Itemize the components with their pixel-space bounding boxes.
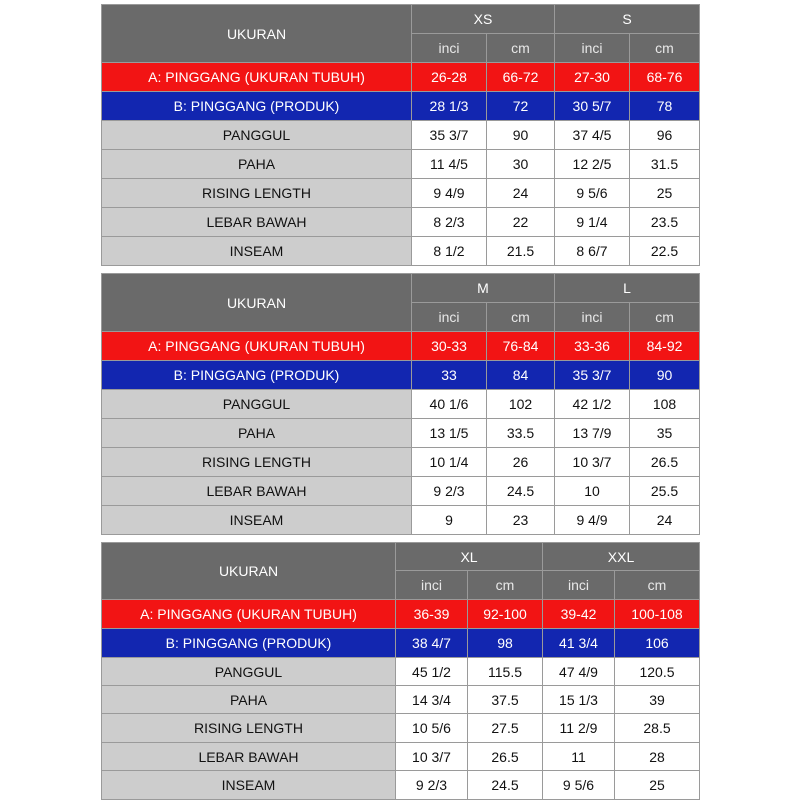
cell-value: 30 5/7 [555, 92, 630, 121]
row-label: INSEAM [102, 506, 412, 535]
cell-value: 35 [630, 419, 700, 448]
cell-value: 66-72 [487, 63, 555, 92]
table-row [102, 390, 700, 419]
row-label: PANGGUL [102, 658, 396, 686]
unit-inci: inci [555, 34, 630, 63]
cell-value: 25.5 [630, 477, 700, 506]
cell-value: 9 5/6 [555, 179, 630, 208]
table-row [102, 179, 700, 208]
row-label: RISING LENGTH [102, 714, 396, 743]
size-header-l: L [555, 274, 700, 303]
cell-value: 35 3/7 [555, 361, 630, 390]
cell-value: 28 [615, 743, 700, 771]
table-row [102, 63, 700, 92]
cell-value: 72 [487, 92, 555, 121]
table-row [102, 477, 700, 506]
unit-inci: inci [412, 34, 487, 63]
cell-value: 68-76 [630, 63, 700, 92]
cell-value: 84-92 [630, 332, 700, 361]
ukuran-header: UKURAN [102, 5, 412, 63]
ukuran-header: UKURAN [102, 274, 412, 332]
row-label: A: PINGGANG (UKURAN TUBUH) [102, 63, 412, 92]
row-label: B: PINGGANG (PRODUK) [102, 629, 396, 658]
cell-value: 23.5 [630, 208, 700, 237]
table-row [102, 332, 700, 361]
cell-value: 47 4/9 [543, 658, 615, 686]
cell-value: 84 [487, 361, 555, 390]
cell-value: 24 [487, 179, 555, 208]
cell-value: 9 5/6 [543, 771, 615, 800]
ukuran-header: UKURAN [102, 543, 396, 600]
cell-value: 33.5 [487, 419, 555, 448]
table-row [102, 448, 700, 477]
unit-cm: cm [468, 571, 543, 600]
cell-value: 26 [487, 448, 555, 477]
cell-value: 30 [487, 150, 555, 179]
table-row [102, 658, 700, 686]
size-header-xl: XL [396, 543, 543, 571]
cell-value: 41 3/4 [543, 629, 615, 658]
cell-value: 35 3/7 [412, 121, 487, 150]
cell-value: 9 2/3 [396, 771, 468, 800]
cell-value: 92-100 [468, 600, 543, 629]
cell-value: 11 2/9 [543, 714, 615, 743]
cell-value: 78 [630, 92, 700, 121]
cell-value: 98 [468, 629, 543, 658]
cell-value: 13 1/5 [412, 419, 487, 448]
table-row [102, 686, 700, 714]
cell-value: 10 3/7 [555, 448, 630, 477]
cell-value: 39-42 [543, 600, 615, 629]
row-label: B: PINGGANG (PRODUK) [102, 361, 412, 390]
cell-value: 9 [412, 506, 487, 535]
unit-inci: inci [396, 571, 468, 600]
table-row [102, 121, 700, 150]
cell-value: 31.5 [630, 150, 700, 179]
cell-value: 76-84 [487, 332, 555, 361]
cell-value: 38 4/7 [396, 629, 468, 658]
cell-value: 9 4/9 [555, 506, 630, 535]
row-label: A: PINGGANG (UKURAN TUBUH) [102, 332, 412, 361]
cell-value: 27.5 [468, 714, 543, 743]
cell-value: 28 1/3 [412, 92, 487, 121]
cell-value: 28.5 [615, 714, 700, 743]
cell-value: 120.5 [615, 658, 700, 686]
cell-value: 9 4/9 [412, 179, 487, 208]
size-header-s: S [555, 5, 700, 34]
table-row [102, 208, 700, 237]
row-label: LEBAR BAWAH [102, 208, 412, 237]
table-row [102, 150, 700, 179]
cell-value: 9 2/3 [412, 477, 487, 506]
cell-value: 8 2/3 [412, 208, 487, 237]
table-row [102, 361, 700, 390]
row-label: RISING LENGTH [102, 179, 412, 208]
row-label: PANGGUL [102, 121, 412, 150]
table-row [102, 237, 700, 266]
unit-cm: cm [487, 34, 555, 63]
row-label: RISING LENGTH [102, 448, 412, 477]
row-label: B: PINGGANG (PRODUK) [102, 92, 412, 121]
row-label: LEBAR BAWAH [102, 743, 396, 771]
cell-value: 37.5 [468, 686, 543, 714]
cell-value: 26.5 [630, 448, 700, 477]
cell-value: 33-36 [555, 332, 630, 361]
table-row [102, 629, 700, 658]
unit-cm: cm [487, 303, 555, 332]
cell-value: 25 [615, 771, 700, 800]
cell-value: 23 [487, 506, 555, 535]
unit-inci: inci [543, 571, 615, 600]
cell-value: 26.5 [468, 743, 543, 771]
cell-value: 90 [487, 121, 555, 150]
cell-value: 11 [543, 743, 615, 771]
cell-value: 22.5 [630, 237, 700, 266]
table-row [102, 714, 700, 743]
row-label: A: PINGGANG (UKURAN TUBUH) [102, 600, 396, 629]
size-header-m: M [412, 274, 555, 303]
cell-value: 106 [615, 629, 700, 658]
size-header-xxl: XXL [543, 543, 700, 571]
cell-value: 90 [630, 361, 700, 390]
unit-cm: cm [630, 34, 700, 63]
size-table-xs-s [101, 4, 700, 266]
cell-value: 24.5 [468, 771, 543, 800]
size-table-xl-xxl [101, 542, 700, 800]
cell-value: 8 1/2 [412, 237, 487, 266]
unit-cm: cm [615, 571, 700, 600]
cell-value: 39 [615, 686, 700, 714]
table-row [102, 92, 700, 121]
cell-value: 10 3/7 [396, 743, 468, 771]
row-label: PAHA [102, 419, 412, 448]
cell-value: 96 [630, 121, 700, 150]
cell-value: 10 5/6 [396, 714, 468, 743]
row-label: PAHA [102, 150, 412, 179]
unit-inci: inci [555, 303, 630, 332]
cell-value: 8 6/7 [555, 237, 630, 266]
table-row [102, 506, 700, 535]
cell-value: 21.5 [487, 237, 555, 266]
row-label: INSEAM [102, 771, 396, 800]
cell-value: 40 1/6 [412, 390, 487, 419]
cell-value: 30-33 [412, 332, 487, 361]
table-row [102, 419, 700, 448]
unit-inci: inci [412, 303, 487, 332]
cell-value: 100-108 [615, 600, 700, 629]
cell-value: 37 4/5 [555, 121, 630, 150]
cell-value: 36-39 [396, 600, 468, 629]
cell-value: 26-28 [412, 63, 487, 92]
cell-value: 11 4/5 [412, 150, 487, 179]
cell-value: 24.5 [487, 477, 555, 506]
cell-value: 115.5 [468, 658, 543, 686]
cell-value: 13 7/9 [555, 419, 630, 448]
unit-cm: cm [630, 303, 700, 332]
size-table-m-l [101, 273, 700, 535]
row-label: INSEAM [102, 237, 412, 266]
cell-value: 27-30 [555, 63, 630, 92]
table-row [102, 743, 700, 771]
cell-value: 42 1/2 [555, 390, 630, 419]
cell-value: 45 1/2 [396, 658, 468, 686]
row-label: PANGGUL [102, 390, 412, 419]
cell-value: 10 1/4 [412, 448, 487, 477]
cell-value: 15 1/3 [543, 686, 615, 714]
cell-value: 12 2/5 [555, 150, 630, 179]
table-row [102, 600, 700, 629]
size-header-xs: XS [412, 5, 555, 34]
cell-value: 9 1/4 [555, 208, 630, 237]
cell-value: 108 [630, 390, 700, 419]
cell-value: 22 [487, 208, 555, 237]
table-row [102, 771, 700, 800]
cell-value: 33 [412, 361, 487, 390]
cell-value: 102 [487, 390, 555, 419]
row-label: PAHA [102, 686, 396, 714]
cell-value: 25 [630, 179, 700, 208]
cell-value: 24 [630, 506, 700, 535]
row-label: LEBAR BAWAH [102, 477, 412, 506]
cell-value: 10 [555, 477, 630, 506]
cell-value: 14 3/4 [396, 686, 468, 714]
